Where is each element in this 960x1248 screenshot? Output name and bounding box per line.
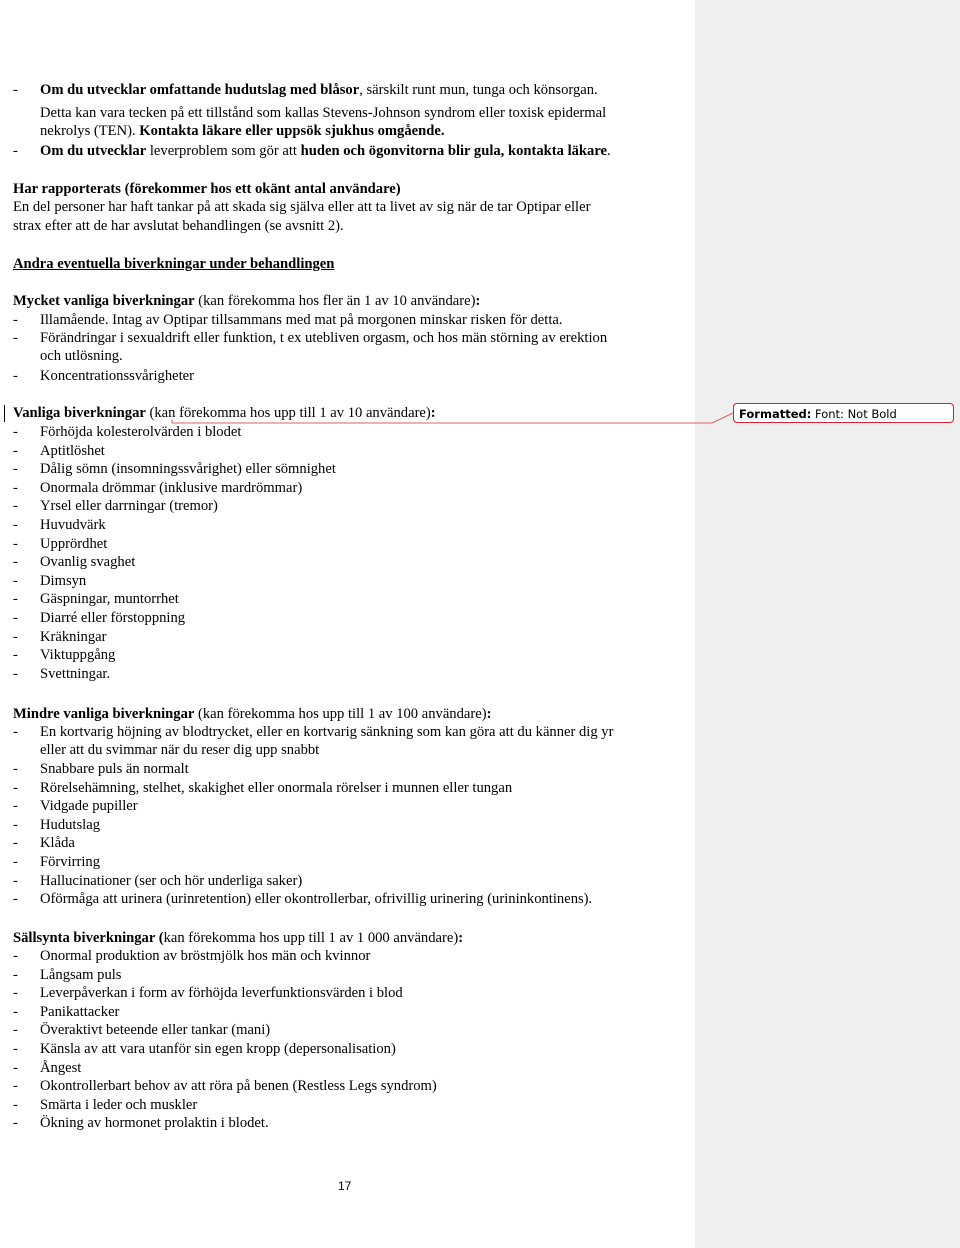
common-item (13, 609, 185, 627)
warning-liver (13, 142, 611, 160)
text-segment: - (13, 368, 18, 384)
bullet: - (13, 1115, 18, 1132)
uncommon-item-text: Oförmåga att urinera (urinretention) eller okontrollerbar, ofrivillig urinering (urininkontinens). (40, 891, 593, 908)
common-item-text: Huvudvärk (40, 517, 106, 533)
rare-heading (13, 929, 463, 947)
text-segment: Koncentrationssvårigheter (40, 368, 194, 384)
rare-item (13, 1021, 270, 1039)
uncommon-item (13, 853, 100, 871)
rare-item-text: Ångest (40, 1059, 82, 1076)
section-title (13, 255, 334, 273)
rare-item (13, 1077, 437, 1095)
bullet: - (13, 479, 18, 496)
reported-line1: En del personer har haft tankar på att skada sig själva eller att ta livet av sig när de tar Optipar eller (13, 199, 591, 215)
rare-item-text: Onormal produktion av bröstmjölk hos män och kvinnor (40, 948, 371, 964)
common-item (13, 535, 107, 553)
common-item-text: Onormala drömmar (inklusive mardrömmar) (40, 479, 303, 496)
common-item (13, 553, 135, 571)
rare-item (13, 966, 121, 984)
rare-item (13, 1096, 197, 1114)
page-number: 17 (338, 1179, 352, 1193)
bullet: - (13, 872, 18, 889)
uncommon-heading (13, 705, 491, 723)
reported-line2: strax efter att de har avslutat behandlingen (se avsnitt 2). (13, 218, 344, 234)
text-segment: Andra eventuella biverkningar under behandlingen (13, 256, 335, 272)
rare-item (13, 1059, 81, 1077)
warning-rash-line3 (40, 122, 444, 140)
uncommon-item-text: Snabbare puls än normalt (40, 761, 189, 777)
uncommon-item-text: Rörelsehämning, stelhet, skakighet eller onormala rörelser i munnen eller tungan (40, 779, 513, 796)
text-segment: nekrolys (TEN). (40, 123, 140, 139)
very-common-item-cont: och utlösning. (40, 348, 123, 364)
common-item (13, 516, 106, 534)
rare-item (13, 1114, 269, 1132)
uncommon-item (13, 834, 75, 852)
common-item (13, 665, 110, 683)
text-segment: (kan förekomma hos upp till 1 av 10 användare) (145, 405, 431, 421)
text-segment: . (607, 143, 611, 159)
rare-item-text: Smärta i leder och muskler (40, 1096, 198, 1113)
very-common-heading (13, 292, 480, 310)
text-segment: kan förekomma hos upp till 1 av 1 000 användare) (163, 930, 459, 946)
text-segment: (kan förekomma hos fler än 1 av 10 användare) (194, 293, 476, 309)
bullet: - (13, 798, 18, 815)
text-segment: - (13, 312, 18, 328)
bullet: - (13, 835, 18, 852)
formatting-comment-balloon[interactable] (733, 403, 954, 423)
bullet: - (13, 572, 18, 589)
text-segment: - (13, 330, 18, 346)
bullet: - (13, 665, 18, 682)
warning-rash-contact: Kontakta läkare eller uppsök sjukhus omgående. (139, 123, 445, 139)
common-item (13, 423, 241, 441)
bullet: - (13, 1041, 18, 1057)
uncommon-item (13, 779, 512, 797)
bullet: - (13, 82, 18, 98)
bullet: - (13, 498, 18, 515)
uncommon-item (13, 797, 138, 815)
bullet: - (13, 461, 18, 478)
bullet: - (13, 554, 18, 571)
text-segment: Om du utvecklar (40, 143, 147, 159)
warning-rash-bold: Om du utvecklar omfattande hudutslag med blåsor (40, 82, 360, 98)
uncommon-item-cont: eller att du svimmar när du reser dig upp snabbt (40, 742, 320, 758)
common-item-text: Aptitlöshet (40, 442, 105, 459)
uncommon-item (13, 890, 592, 908)
common-item (13, 628, 106, 646)
text-segment: huden och ögonvitorna blir gula, kontakta läkare (300, 143, 608, 159)
rare-item-text: Överaktivt beteende eller tankar (mani) (40, 1022, 271, 1039)
text-segment: Förändringar i sexualdrift eller funktion, t ex utebliven orgasm, och hos män störning av erektion (40, 330, 608, 346)
common-item-text: Upprördhet (40, 535, 108, 552)
common-item-text: Gäspningar, muntorrhet (40, 591, 179, 608)
bullet: - (13, 1003, 18, 1020)
rare-item-text: Känsla av att vara utanför sin egen kropp (depersonalisation) (40, 1041, 396, 1057)
text-segment: - (13, 724, 18, 740)
text-segment: : (458, 930, 464, 946)
uncommon-item (13, 872, 302, 890)
text-segment: Sällsynta biverkningar ( (13, 930, 164, 946)
bullet: - (13, 761, 18, 777)
text-segment: En kortvarig höjning av blodtrycket, eller en kortvarig sänkning som kan göra att du känner dig yr (40, 724, 614, 740)
bullet: - (13, 948, 18, 964)
rare-item-text: Ökning av hormonet prolaktin i blodet. (40, 1115, 269, 1132)
common-item (13, 572, 86, 590)
bullet: - (13, 591, 18, 608)
rare-item (13, 984, 403, 1002)
very-common-item (13, 367, 194, 385)
text-segment: Mycket vanliga biverkningar (13, 293, 195, 309)
uncommon-item-text: Vidgade pupiller (40, 798, 138, 815)
common-item-text: Kräkningar (40, 628, 107, 645)
uncommon-item-text: Klåda (40, 835, 75, 852)
common-item-text: Ovanlig svaghet (40, 554, 136, 571)
common-item (13, 497, 218, 515)
text-segment: Har rapporterats (förekommer hos ett okänt antal användare) (13, 181, 401, 197)
bullet: - (13, 891, 18, 908)
text-segment: : (430, 405, 436, 421)
rare-item (13, 947, 370, 965)
uncommon-item-text: Hallucinationer (ser och hör underliga saker) (40, 872, 303, 889)
text-segment: : (475, 293, 481, 309)
rare-item (13, 1040, 396, 1058)
common-item-text: Dålig sömn (insomningssvårighet) eller sömnighet (40, 461, 336, 478)
bullet: - (13, 985, 18, 1002)
common-item (13, 479, 302, 497)
very-common-item (13, 311, 563, 329)
uncommon-item (13, 723, 613, 741)
text-segment: leverproblem som gör att (146, 143, 301, 159)
text-segment: Mindre vanliga biverkningar (13, 706, 195, 722)
bullet: - (13, 779, 18, 796)
bullet: - (13, 628, 18, 645)
uncommon-item-text: Förvirring (40, 854, 100, 870)
common-item (13, 590, 179, 608)
bullet: - (13, 143, 18, 159)
warning-rash-rest: , särskilt runt mun, tunga och könsorgan. (359, 82, 598, 98)
bullet: - (13, 647, 18, 664)
common-item (13, 646, 115, 664)
bullet: - (13, 442, 18, 459)
rare-item-text: Leverpåverkan i form av förhöjda leverfunktionsvärden i blod (40, 985, 403, 1002)
bullet: - (13, 854, 18, 870)
text-segment: Illamående. Intag av Optipar tillsammans med mat på morgonen minskar risken för detta. (40, 312, 563, 328)
uncommon-item (13, 760, 189, 778)
common-item (13, 460, 336, 478)
comment-label: Formatted: (739, 407, 812, 421)
common-item-text: Viktuppgång (40, 647, 116, 664)
change-bar (4, 405, 5, 422)
rare-item-text: Panikattacker (40, 1003, 120, 1020)
text-segment: : (486, 706, 492, 722)
very-common-item (13, 329, 607, 347)
bullet: - (13, 517, 18, 533)
common-item-text: Dimsyn (40, 572, 87, 589)
text-segment: Vanliga biverkningar (13, 405, 146, 421)
bullet: - (13, 1059, 18, 1076)
bullet: - (13, 535, 18, 552)
warning-rash (13, 81, 598, 99)
uncommon-item (13, 816, 100, 834)
bullet: - (13, 1096, 18, 1113)
bullet: - (13, 1022, 18, 1039)
text-segment: (kan förekomma hos upp till 1 av 100 användare) (194, 706, 487, 722)
uncommon-item-text: Hudutslag (40, 816, 100, 833)
comment-text: Font: Not Bold (811, 407, 897, 421)
rare-item (13, 1003, 119, 1021)
common-item-text: Förhöjda kolesterolvärden i blodet (40, 424, 242, 440)
bullet: - (13, 966, 18, 983)
bullet: - (13, 1078, 18, 1095)
rare-item-text: Långsam puls (40, 966, 122, 983)
common-heading (13, 404, 436, 422)
bullet: - (13, 424, 18, 440)
rare-item-text: Okontrollerbart behov av att röra på benen (Restless Legs syndrom) (40, 1078, 437, 1095)
common-item-text: Svettningar. (40, 665, 111, 682)
bullet: - (13, 816, 18, 833)
warning-rash-line2: Detta kan vara tecken på ett tillstånd som kallas Stevens-Johnson syndrom eller toxisk epidermal (40, 105, 607, 121)
common-item (13, 442, 105, 460)
common-item-text: Diarré eller förstoppning (40, 610, 186, 626)
reported-heading (13, 180, 401, 198)
common-item-text: Yrsel eller darrningar (tremor) (40, 498, 218, 515)
bullet: - (13, 610, 18, 626)
